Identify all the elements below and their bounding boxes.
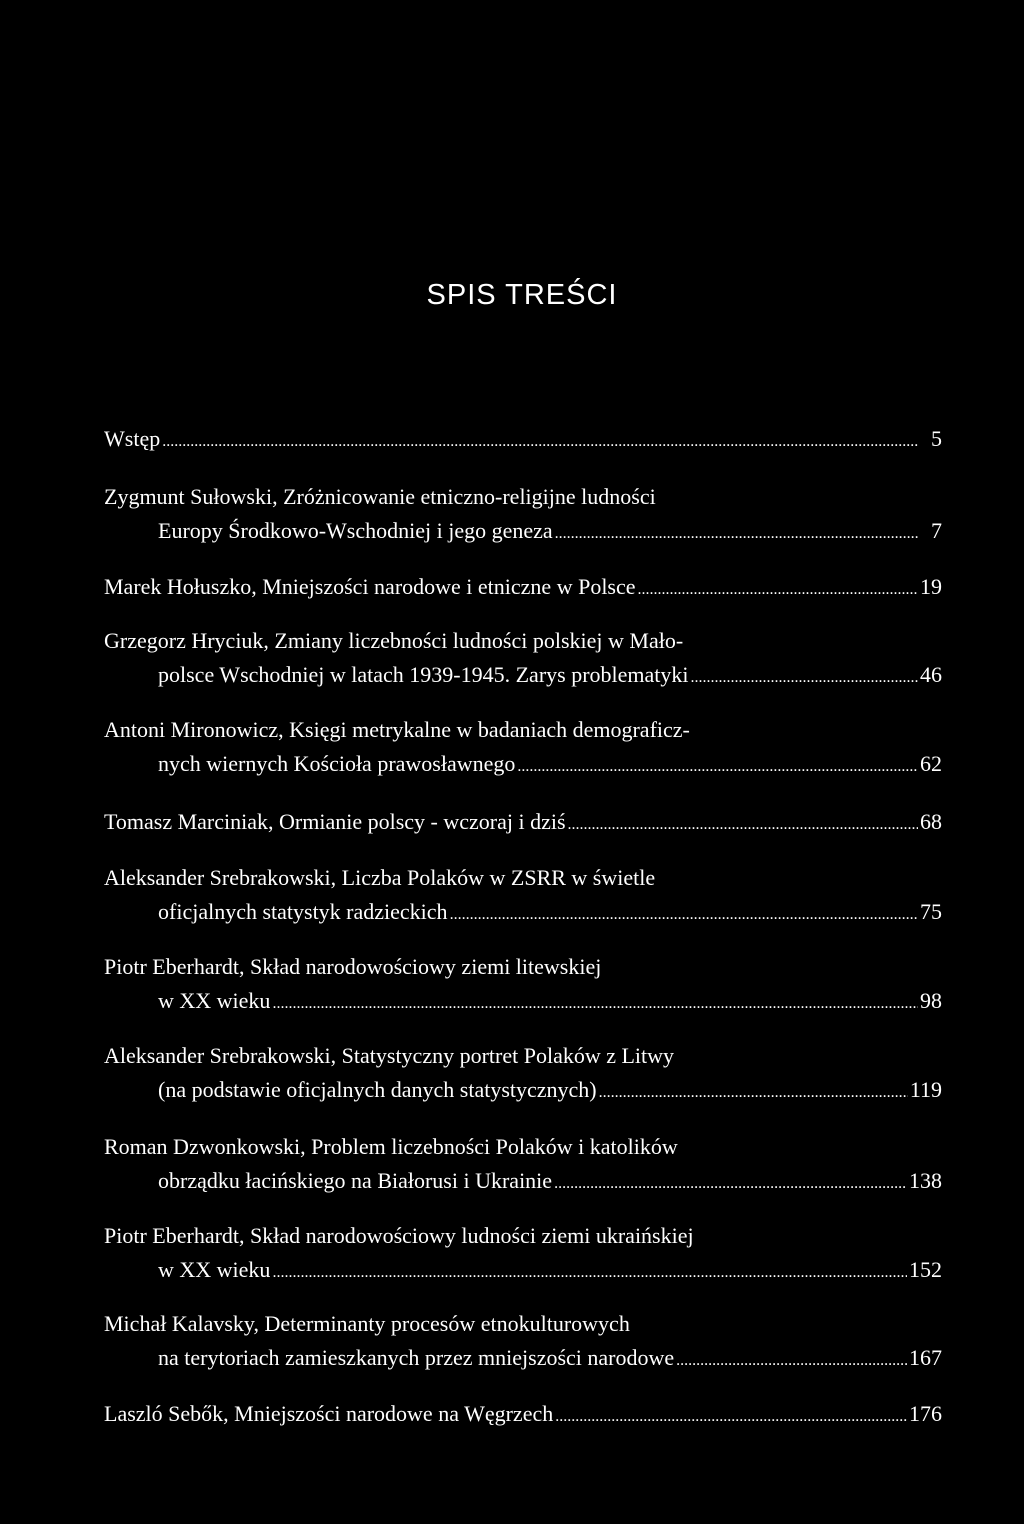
toc-entry-title-continued: w XX wieku bbox=[158, 988, 271, 1013]
toc-page-number: 167 bbox=[909, 1345, 942, 1370]
toc-entry-title: Zygmunt Sułowski, Zróżnicowanie etniczno-religijne ludności bbox=[104, 484, 656, 509]
toc-entry-title: Antoni Mironowicz, Księgi metrykalne w badaniach demograficz- bbox=[104, 717, 690, 742]
page-title: SPIS TREŚCI bbox=[426, 279, 618, 311]
toc-entry-title-continued: Europy Środkowo-Wschodniej i jego geneza bbox=[158, 518, 553, 543]
toc-entry-sebok bbox=[104, 1397, 942, 1431]
dot-leader bbox=[272, 987, 918, 1021]
toc-entry-title: Michał Kalavsky, Determinanty procesów etnokulturowych bbox=[104, 1311, 630, 1336]
dot-leader bbox=[676, 1344, 907, 1378]
toc-entry-title-continued: (na podstawie oficjalnych danych statystycznych) bbox=[158, 1077, 597, 1102]
toc-entry-wstep bbox=[104, 422, 942, 456]
toc-page-number: 176 bbox=[909, 1401, 942, 1426]
toc-page-number: 75 bbox=[920, 899, 942, 924]
toc-entry-sulowski bbox=[104, 480, 942, 548]
toc-entry-title: Roman Dzwonkowski, Problem liczebności Polaków i katolików bbox=[104, 1134, 678, 1159]
toc-entry-title: Marek Hołuszko, Mniejszości narodowe i etniczne w Polsce bbox=[104, 574, 636, 599]
dot-leader bbox=[554, 1167, 907, 1201]
toc-page-number: 62 bbox=[920, 751, 942, 776]
toc-entry-eberhardt-2 bbox=[104, 1219, 942, 1287]
toc-page-number: 98 bbox=[920, 988, 942, 1013]
toc-entry-title: Aleksander Srebrakowski, Liczba Polaków w ZSRR w świetle bbox=[104, 865, 656, 890]
toc-page-number: 119 bbox=[909, 1077, 942, 1102]
toc-entry-dzwonkowski bbox=[104, 1130, 942, 1198]
dot-leader bbox=[450, 898, 918, 932]
toc-entry-title: Wstęp bbox=[104, 426, 161, 451]
toc-page-number: 138 bbox=[909, 1168, 942, 1193]
toc-entry-title-continued: nych wiernych Kościoła prawosławnego bbox=[158, 751, 516, 776]
toc-page-number: 19 bbox=[920, 574, 942, 599]
toc-entry-hryciuk bbox=[104, 624, 942, 692]
toc-entry-title-continued: polsce Wschodniej w latach 1939-1945. Zarys problematyki bbox=[158, 662, 689, 687]
dot-leader bbox=[555, 1400, 907, 1434]
toc-entry-marciniak bbox=[104, 805, 942, 839]
dot-leader bbox=[555, 517, 918, 551]
toc-page-number: 46 bbox=[920, 662, 942, 687]
dot-leader bbox=[272, 1256, 907, 1290]
toc-page-number: 5 bbox=[931, 426, 942, 451]
dot-leader bbox=[162, 425, 918, 459]
dot-leader bbox=[691, 661, 918, 695]
toc-entry-title-continued: na terytoriach zamieszkanych przez mniejszości narodowe bbox=[158, 1345, 675, 1370]
toc-entry-title: Tomasz Marciniak, Ormianie polscy - wczoraj i dziś bbox=[104, 809, 566, 834]
toc-entry-eberhardt-1 bbox=[104, 950, 942, 1018]
toc-entry-title: Grzegorz Hryciuk, Zmiany liczebności ludności polskiej w Mało- bbox=[104, 628, 684, 653]
dot-leader bbox=[568, 808, 918, 842]
toc-entry-title: Piotr Eberhardt, Skład narodowościowy ludności ziemi ukraińskiej bbox=[104, 1223, 694, 1248]
dot-leader bbox=[599, 1076, 908, 1110]
toc-entry-kalavsky bbox=[104, 1307, 942, 1375]
toc-page-number: 152 bbox=[909, 1257, 942, 1282]
toc-entry-title: Piotr Eberhardt, Skład narodowościowy ziemi litewskiej bbox=[104, 954, 602, 979]
toc-entry-title-continued: obrządku łacińskiego na Białorusi i Ukrainie bbox=[158, 1168, 553, 1193]
dot-leader bbox=[517, 750, 918, 784]
toc-entry-title: Aleksander Srebrakowski, Statystyczny portret Polaków z Litwy bbox=[104, 1043, 675, 1068]
toc-entry-srebrakowski-2 bbox=[104, 1039, 942, 1107]
toc-entry-srebrakowski-1 bbox=[104, 861, 942, 929]
dot-leader bbox=[638, 573, 918, 607]
toc-entry-title-continued: oficjalnych statystyk radzieckich bbox=[158, 899, 448, 924]
toc-entry-title-continued: w XX wieku bbox=[158, 1257, 271, 1282]
toc-entry-mironowicz bbox=[104, 713, 942, 781]
toc-page-number: 7 bbox=[931, 518, 942, 543]
toc-entry-title: Laszló Sebők, Mniejszości narodowe na Węgrzech bbox=[104, 1401, 554, 1426]
toc-page-number: 68 bbox=[920, 809, 942, 834]
toc-entry-holuszko bbox=[104, 570, 942, 604]
